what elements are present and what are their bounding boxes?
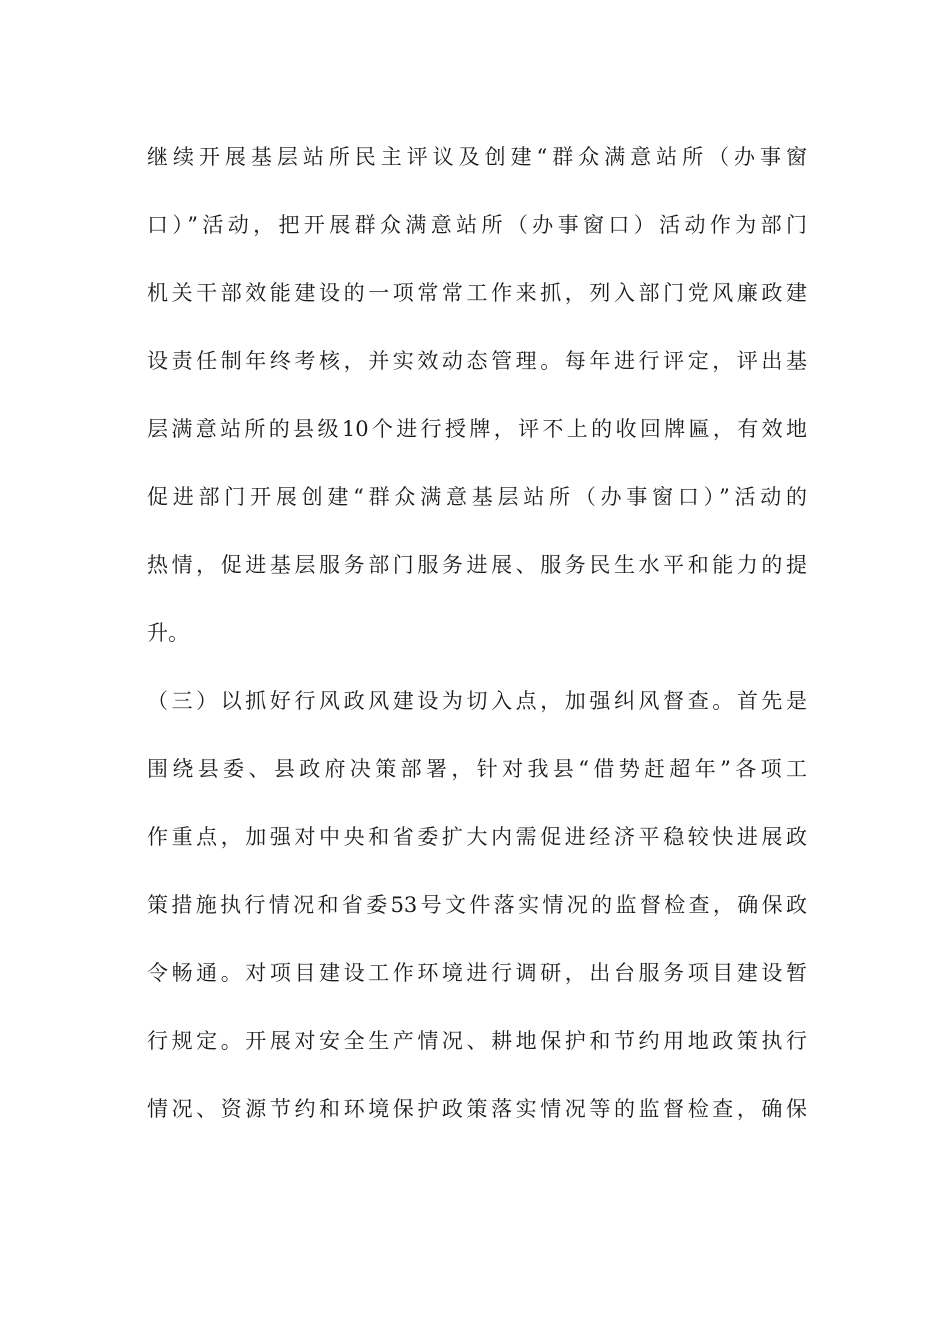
text-line: 升。 bbox=[147, 621, 189, 645]
text-line: 情况、资源节约和环境保护政策落实情况等的监督检查，确保 bbox=[147, 1097, 807, 1121]
text-line: 热情，促进基层服务部门服务进展、服务民生水平和能力的提 bbox=[147, 553, 807, 577]
text-line: 作重点，加强对中央和省委扩大内需促进经济平稳较快进展政 bbox=[147, 825, 807, 849]
text-line: 口）”活动，把开展群众满意站所（办事窗口）活动作为部门 bbox=[147, 213, 807, 237]
section-heading-line: （三）以抓好行风政风建设为切入点，加强纠风督查。首先是 bbox=[147, 689, 807, 713]
body-text bbox=[147, 132, 807, 1152]
text-line: 继续开展基层站所民主评议及创建“群众满意站所（办事窗 bbox=[147, 145, 807, 169]
text-line: 围绕县委、县政府决策部署，针对我县“借势赶超年”各项工 bbox=[147, 757, 807, 781]
text-line: 令畅通。对项目建设工作环境进行调研，出台服务项目建设暂 bbox=[147, 961, 807, 985]
text-line: 策措施执行情况和省委53号文件落实情况的监督检查，确保政 bbox=[147, 893, 807, 917]
text-line: 促进部门开展创建“群众满意基层站所（办事窗口）”活动的 bbox=[147, 485, 807, 509]
text-line: 机关干部效能建设的一项常常工作来抓，列入部门党风廉政建 bbox=[147, 281, 807, 305]
text-line: 设责任制年终考核，并实效动态管理。每年进行评定，评出基 bbox=[147, 349, 807, 373]
text-line: 行规定。开展对安全生产情况、耕地保护和节约用地政策执行 bbox=[147, 1029, 807, 1053]
text-line: 层满意站所的县级10个进行授牌，评不上的收回牌匾，有效地 bbox=[147, 417, 807, 441]
